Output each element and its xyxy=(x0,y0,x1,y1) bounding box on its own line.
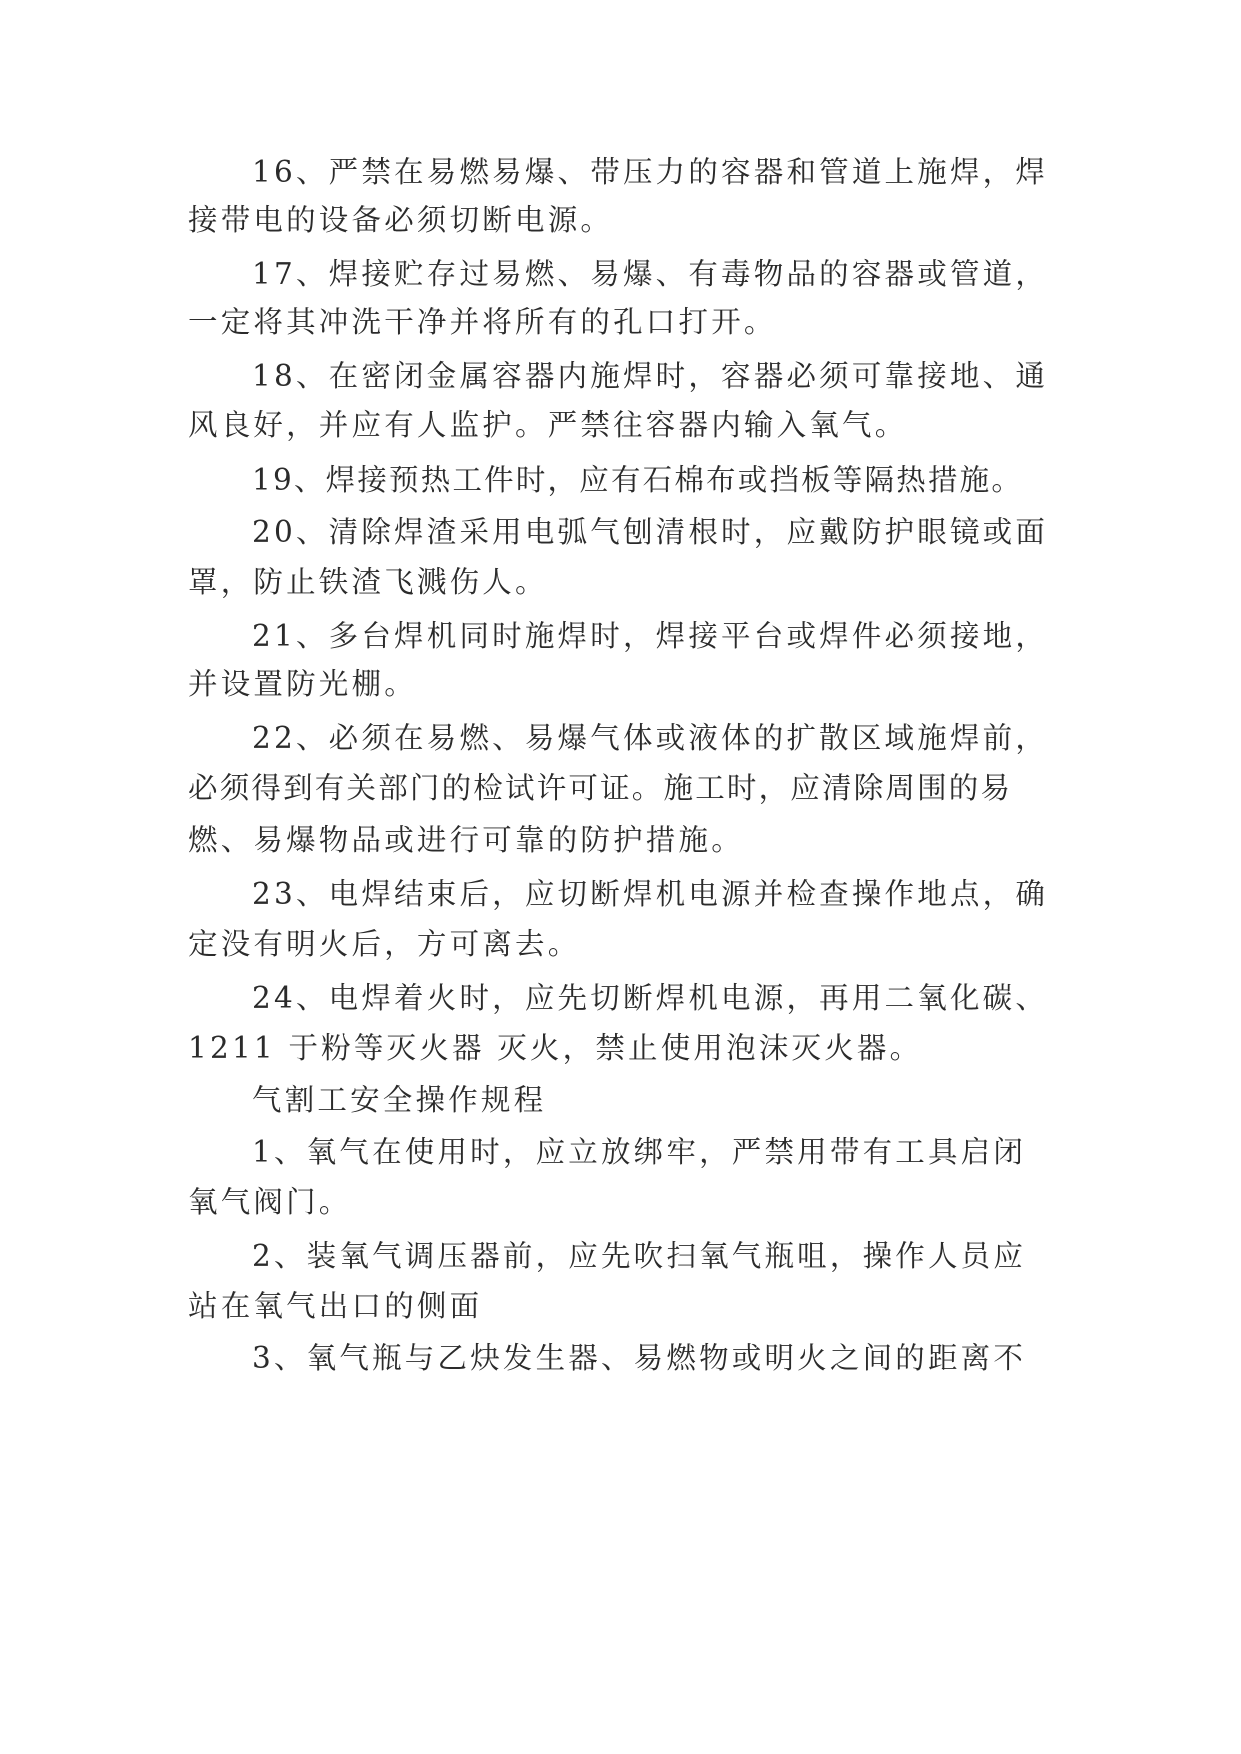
rule-21-line-2: 并设置防光棚。 xyxy=(188,667,417,701)
rule-18-line-2: 风良好，并应有人监护。严禁往容器内输入氧气。 xyxy=(188,408,908,442)
rule-16-line-2: 接带电的设备必须切断电源。 xyxy=(188,203,614,237)
rule-17-line-1: 17、焊接贮存过易燃、易爆、有毒物品的容器或管道， xyxy=(252,257,1049,291)
rule-20-line-2: 罩，防止铁渣飞溅伤人。 xyxy=(188,565,548,599)
rule-22-line-1: 22、必须在易燃、易爆气体或液体的扩散区域施焊前， xyxy=(252,721,1049,755)
rule-23-line-1: 23、电焊结束后，应切断焊机电源并检查操作地点，确 xyxy=(252,877,1049,911)
rule-21-line-1: 21、多台焊机同时施焊时，焊接平台或焊件必须接地， xyxy=(252,619,1049,653)
rule-22-line-2: 必须得到有关部门的检试许可证。施工时，应清除周围的易 xyxy=(188,771,1013,805)
rule-22-line-3: 燃、易爆物品或进行可靠的防护措施。 xyxy=(188,823,744,857)
rule-24-line-1: 24、电焊着火时，应先切断焊机电源，再用二氧化碳、 xyxy=(252,981,1049,1015)
gas-rule-2-line-1: 2、装氧气调压器前，应先吹扫氧气瓶咀，操作人员应 xyxy=(252,1239,1027,1273)
rule-23-line-2: 定没有明火后，方可离去。 xyxy=(188,927,581,961)
gas-rule-1-line-2: 氧气阀门。 xyxy=(188,1185,352,1219)
section-heading: 气割工安全操作规程 xyxy=(252,1083,547,1117)
gas-rule-1-line-1: 1、氧气在使用时，应立放绑牢，严禁用带有工具启闭 xyxy=(252,1135,1027,1169)
rule-20-line-1: 20、清除焊渣采用电弧气刨清根时，应戴防护眼镜或面 xyxy=(252,515,1049,549)
rule-18-line-1: 18、在密闭金属容器内施焊时，容器必须可靠接地、通 xyxy=(252,359,1049,393)
rule-16-line-1: 16、严禁在易燃易爆、带压力的容器和管道上施焊，焊 xyxy=(252,155,1049,189)
gas-rule-2-line-2: 站在氧气出口的侧面 xyxy=(188,1289,483,1323)
rule-24-line-2: 1211 于粉等灭火器 灭火，禁止使用泡沫灭火器。 xyxy=(188,1031,923,1065)
rule-17-line-2: 一定将其冲洗干净并将所有的孔口打开。 xyxy=(188,305,777,339)
gas-rule-3-line-1: 3、氧气瓶与乙炔发生器、易燃物或明火之间的距离不 xyxy=(252,1341,1027,1375)
rule-19-line-1: 19、焊接预热工件时，应有石棉布或挡板等隔热措施。 xyxy=(252,463,1024,497)
